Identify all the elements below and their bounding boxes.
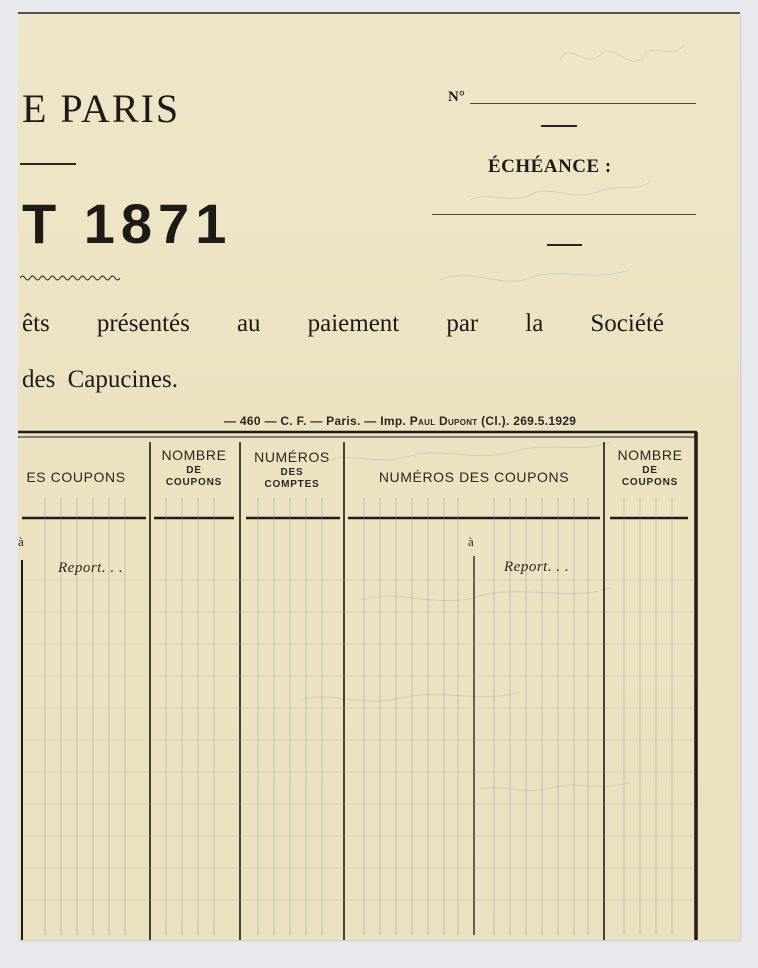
imprint-prefix: — 460 — C. F. — Paris. — Imp. (224, 414, 407, 428)
handwriting-showthrough (300, 45, 685, 791)
col-header-nombre-right (606, 447, 694, 490)
col-header-comptes (242, 449, 342, 492)
number-label: N° (448, 89, 465, 105)
col-header-line: DE (186, 464, 202, 476)
report-label-left: Report. . . (58, 560, 124, 576)
col-header-nombre-left (152, 447, 236, 490)
body-word: présentés (96, 310, 190, 337)
imprint-suffix: (Cl.). 269.5.1929 (481, 414, 577, 428)
imprint-printer: Paul Dupont (409, 414, 478, 428)
col-header-line: COMPTES (264, 479, 320, 490)
body-text-line2: des Capucines. (22, 366, 178, 393)
body-word: par (446, 310, 479, 337)
document-title-line2: T 1871 (22, 192, 233, 255)
body-word: la (525, 310, 544, 337)
col-header-line: DES (280, 466, 304, 478)
col-header-line: NOMBRE (161, 447, 227, 463)
document-title-line1: E PARIS (22, 86, 181, 131)
echeance-label: ÉCHÉANCE : (488, 156, 612, 177)
report-label-right: Report. . . (504, 559, 570, 575)
body-word: paiement (307, 310, 400, 337)
body-word: Société (590, 310, 664, 337)
col-header-line: NUMÉROS (254, 449, 330, 465)
col-header-coupons-right: NUMÉROS DES COUPONS (378, 469, 570, 485)
col-header-coupons-left: ES COUPONS (26, 469, 126, 485)
col-header-line: COUPONS (165, 477, 223, 488)
body-word: êts (22, 310, 50, 337)
a-mark-right: à (468, 534, 474, 549)
body-word: au (236, 310, 261, 337)
a-mark-left: à (18, 534, 24, 549)
col-header-line: NOMBRE (617, 447, 683, 463)
col-header-line: COUPONS (621, 477, 679, 488)
col-header-line: DE (642, 464, 658, 476)
